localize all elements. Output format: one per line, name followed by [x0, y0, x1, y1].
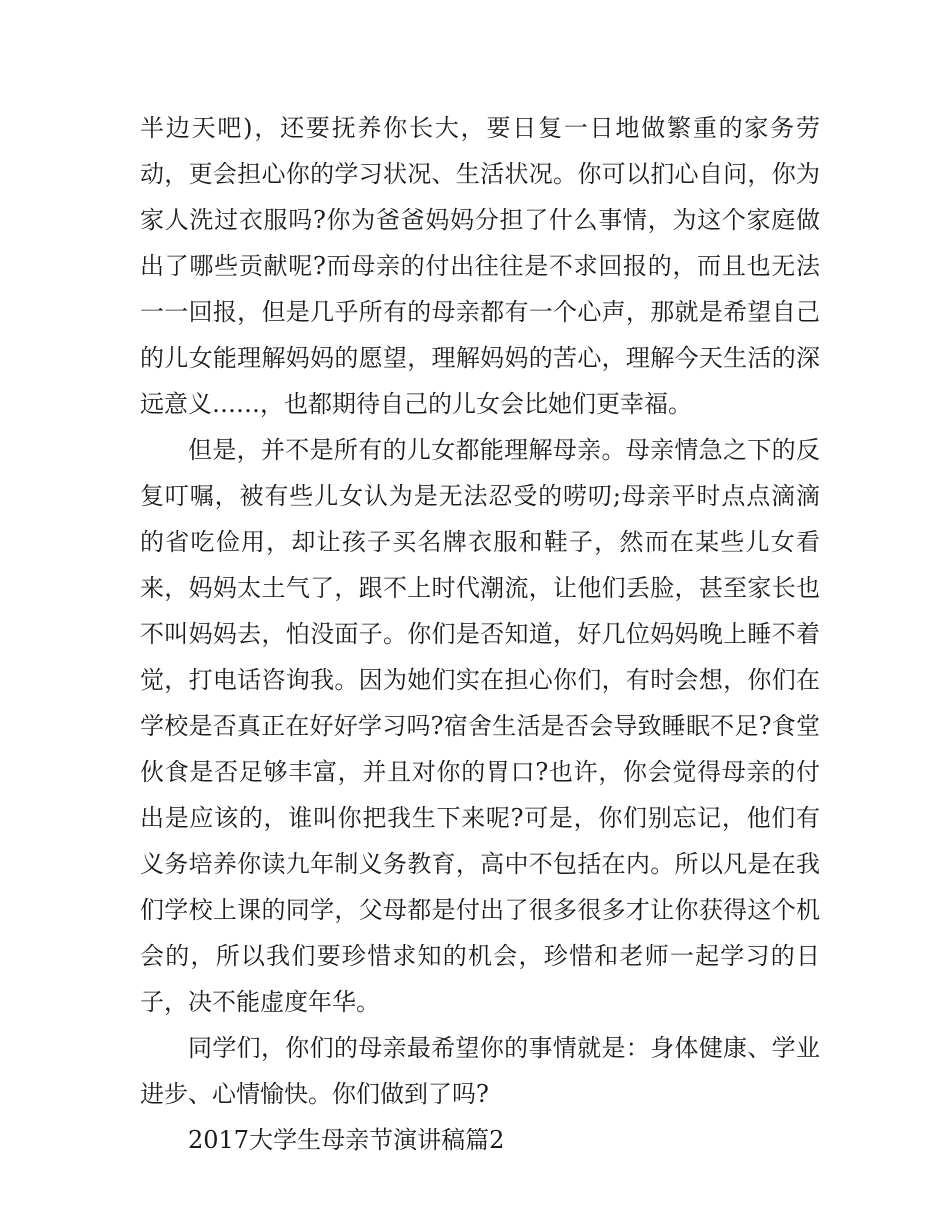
paragraph-3: 同学们，你们的母亲最希望你的事情就是：身体健康、学业进步、心情愉快。你们做到了吗? — [140, 1034, 820, 1108]
section-heading: 2017大学生母亲节演讲稿篇2 — [188, 1126, 505, 1154]
paragraph-2: 但是，并不是所有的儿女都能理解母亲。母亲情急之下的反复叮嘱，被有些儿女认为是无法忍受的唠叨;母亲平时点点滴滴的省吃俭用，却让孩子买名牌衣服和鞋子，然而在某些儿女看来，妈妈太土气了，跟不上时代潮流，让他们丢脸，甚至家长也不叫妈妈去，怕没面子。你们是否知道，好几位妈妈晚上睡不着觉，打电话咨询我。因为她们实在担心你们，有时会想，你们在学校是否真正在好好学习吗?宿舍生活是否会导致睡眠不足?食堂伙食是否足够丰富，并且对你的胃口?也许，你会觉得母亲的付出是应该的，谁叫你把我生下来呢?可是，你们别忘记，他们有义务培养你读九年制义务教育，高中不包括在内。所以凡是在我们学校上课的同学，父母都是付出了很多很多才让你获得这个机会的，所以我们要珍惜求知的机会，珍惜和老师一起学习的日子，决不能虚度年华。 — [140, 436, 820, 1016]
paragraph-1: 半边天吧)，还要抚养你长大，要日复一日地做繁重的家务劳动，更会担心你的学习状况、生活状况。你可以扪心自问，你为家人洗过衣服吗?你为爸爸妈妈分担了什么事情，为这个家庭做出了哪些贡献呢?而母亲的付出往往是不求回报的，而且也无法一一回报，但是几乎所有的母亲都有一个心声，那就是希望自己的儿女能理解妈妈的愿望，理解妈妈的苦心，理解今天生活的深远意义……，也都期待自己的儿女会比她们更幸福。 — [140, 114, 820, 418]
document-body — [140, 105, 820, 1163]
